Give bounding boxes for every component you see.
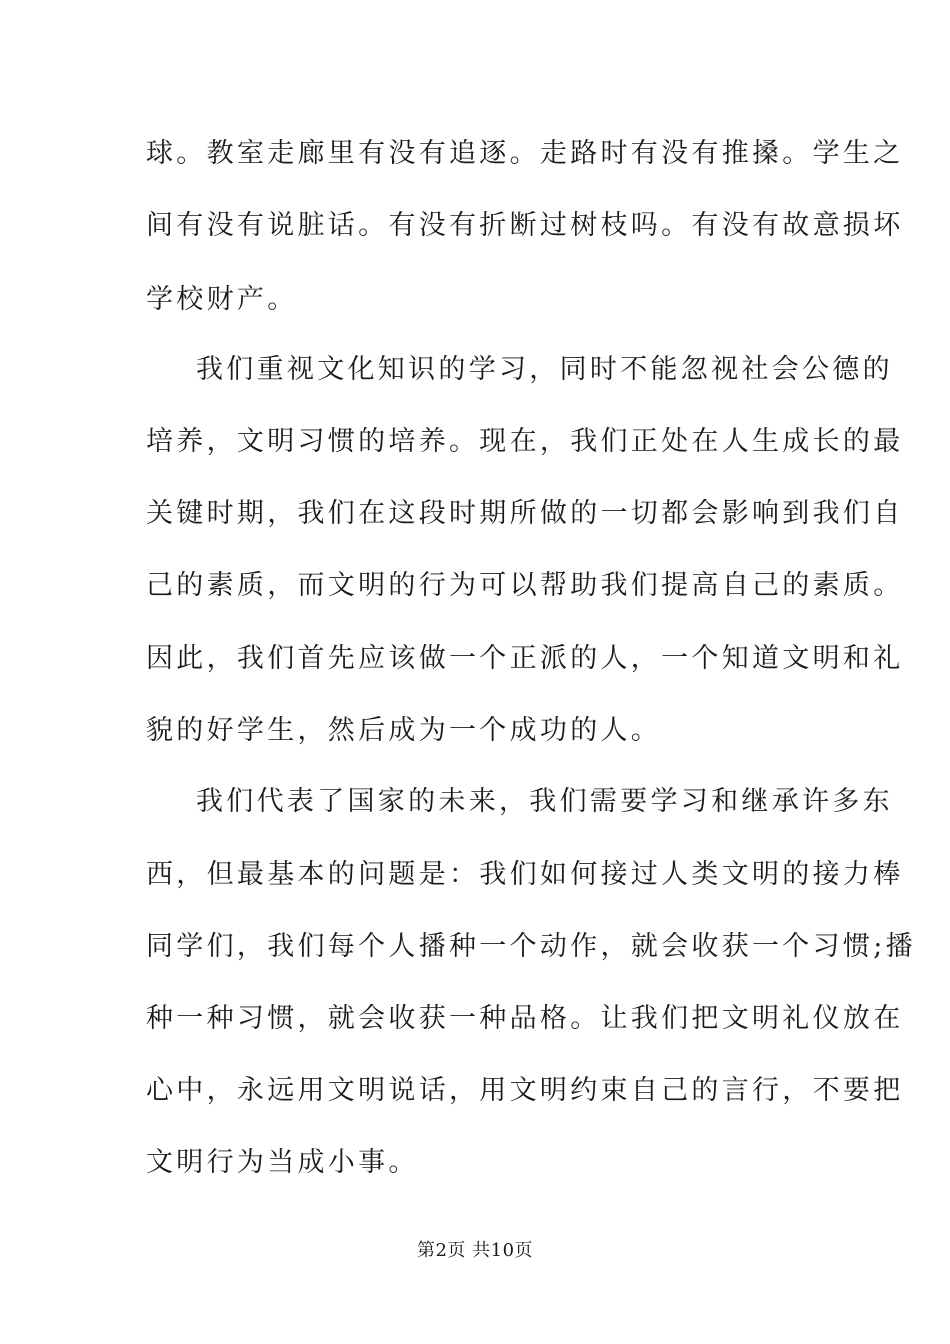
text-line: 关键时期，我们在这段时期所做的一切都会影响到我们自 xyxy=(146,498,904,529)
text-line: 因此，我们首先应该做一个正派的人，一个知道文明和礼 xyxy=(146,643,904,674)
text-line: 培养，文明习惯的培养。现在，我们正处在人生成长的最 xyxy=(146,426,904,457)
text-line: 貌的好学生，然后成为一个成功的人。 xyxy=(146,715,662,746)
text-line: 文明行为当成小事。 xyxy=(146,1147,419,1178)
text-line: 己的素质，而文明的行为可以帮助我们提高自己的素质。 xyxy=(146,570,904,601)
paragraph-first-line: 我们代表了国家的未来，我们需要学习和继承许多东 xyxy=(196,786,893,817)
page-number-footer: 第2页 共10页 xyxy=(416,1240,534,1261)
text-line: 西，但最基本的问题是：我们如何接过人类文明的接力棒 xyxy=(146,859,904,890)
text-line: 球。教室走廊里有没有追逐。走路时有没有推搡。学生之 xyxy=(146,138,904,169)
paragraph-first-line: 我们重视文化知识的学习，同时不能忽视社会公德的 xyxy=(196,354,893,385)
text-line: 间有没有说脏话。有没有折断过树枝吗。有没有故意损坏 xyxy=(146,210,904,241)
text-line: 学校财产。 xyxy=(146,284,298,315)
text-line: 同学们，我们每个人播种一个动作，就会收获一个习惯;播 xyxy=(146,931,916,962)
text-line: 心中，永远用文明说话，用文明约束自己的言行，不要把 xyxy=(146,1075,904,1106)
text-line: 种一种习惯，就会收获一种品格。让我们把文明礼仪放在 xyxy=(146,1003,904,1034)
